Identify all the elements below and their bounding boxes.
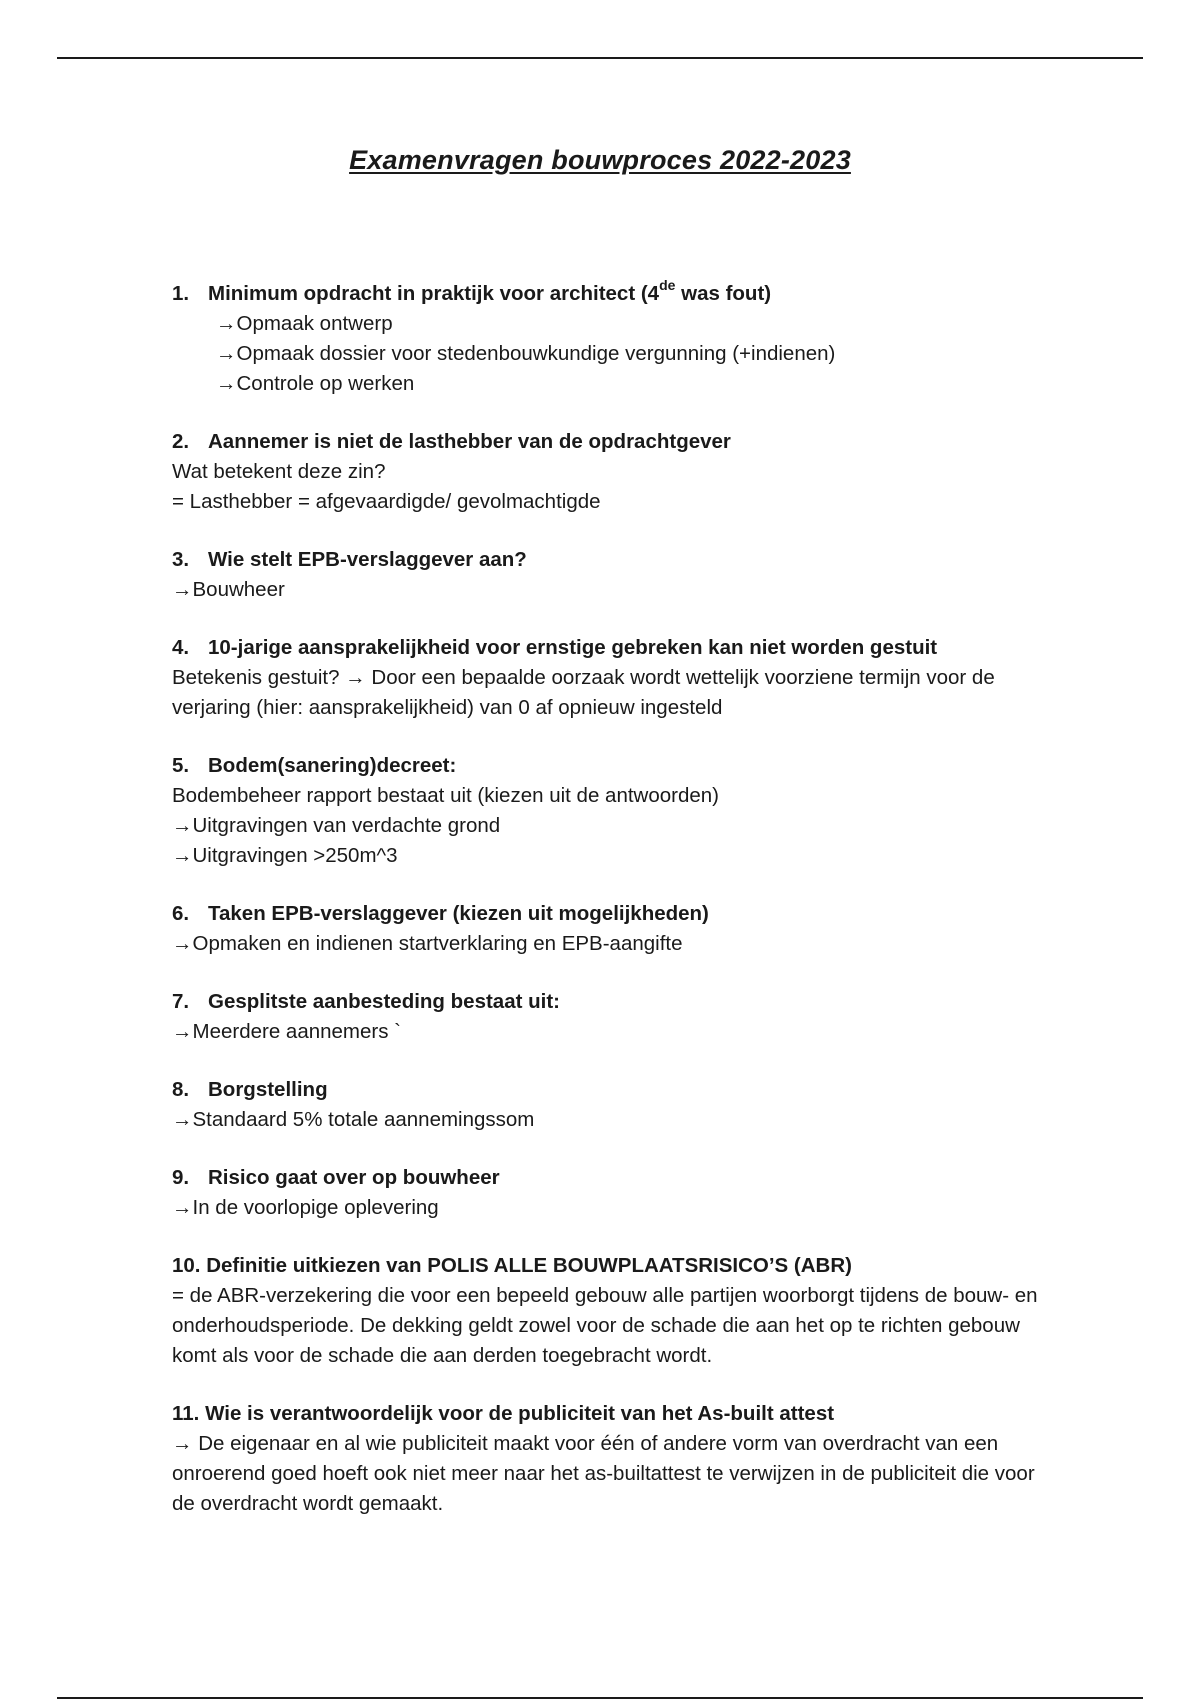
- body-line: Wat betekent deze zin?: [172, 460, 386, 483]
- question-heading: 6. Taken EPB-verslaggever (kiezen uit mogelijkheden): [172, 902, 709, 925]
- answer-line: →Opmaken en indienen startverklaring en EPB-aangifte: [172, 932, 683, 955]
- question-8: [172, 1075, 1052, 1135]
- question-heading: 4. 10-jarige aansprakelijkheid voor ernstige gebreken kan niet worden gestuit: [172, 636, 938, 659]
- body-paragraph: = de ABR-verzekering die voor een bepeeld gebouw alle partijen woorborgt tijdens de bouw- en onderhoudsperiode. De dekking geldt zowel voor de schade die aan het op te richten gebouw komt als voor de schade die aan derden toegebracht wordt.: [172, 1284, 1038, 1367]
- question-heading: 11. Wie is verantwoordelijk voor de publiciteit van het As-built attest: [172, 1402, 835, 1425]
- body-line: = Lasthebber = afgevaardigde/ gevolmachtigde: [172, 490, 601, 513]
- header-rule: [57, 57, 1143, 59]
- question-heading: 8. Borgstelling: [172, 1078, 328, 1101]
- footer-rule: [57, 1697, 1143, 1699]
- arrow-right-icon: →: [172, 578, 193, 601]
- question-6: [172, 899, 1052, 959]
- answer-line: →In de voorlopige oplevering: [172, 1196, 439, 1219]
- question-2: [172, 427, 1052, 517]
- arrow-right-icon: →: [172, 1432, 193, 1455]
- document-body: [172, 279, 1052, 1547]
- question-heading: 3. Wie stelt EPB-verslaggever aan?: [172, 548, 527, 571]
- body-line: Bodembeheer rapport bestaat uit (kiezen uit de antwoorden): [172, 784, 720, 807]
- answer-line: →Controle op werken: [216, 372, 415, 395]
- question-4: [172, 633, 1052, 723]
- arrow-right-icon: →: [345, 666, 366, 689]
- arrow-right-icon: →: [172, 932, 193, 955]
- question-heading: 10. Definitie uitkiezen van POLIS ALLE BOUWPLAATSRISICO’S (ABR): [172, 1254, 852, 1277]
- arrow-right-icon: →: [216, 372, 237, 395]
- answer-line: →Standaard 5% totale aannemingssom: [172, 1108, 535, 1131]
- arrow-right-icon: →: [216, 342, 237, 365]
- arrow-right-icon: →: [172, 1196, 193, 1219]
- body-paragraph: → De eigenaar en al wie publiciteit maakt voor één of andere vorm van overdracht van een onroerend goed hoeft ook niet meer naar het as-builtattest te verwijzen in de publiciteit die voor de overdracht wordt gemaakt.: [172, 1432, 1035, 1515]
- arrow-right-icon: →: [172, 1108, 193, 1131]
- question-9: [172, 1163, 1052, 1223]
- arrow-right-icon: →: [216, 312, 237, 335]
- arrow-right-icon: →: [172, 1020, 193, 1043]
- question-3: [172, 545, 1052, 605]
- body-paragraph: Betekenis gestuit? → Door een bepaalde oorzaak wordt wettelijk voorziene termijn voor de verjaring (hier: aansprakelijkheid) van 0 af opnieuw ingesteld: [172, 666, 995, 719]
- question-7: [172, 987, 1052, 1047]
- question-heading: 5. Bodem(sanering)decreet:: [172, 754, 457, 777]
- question-11: [172, 1399, 1052, 1519]
- answer-line: →Meerdere aannemers `: [172, 1020, 402, 1043]
- question-10: [172, 1251, 1052, 1371]
- answer-line: →Bouwheer: [172, 578, 285, 601]
- answer-line: →Opmaak ontwerp: [216, 312, 393, 335]
- page-title: Examenvragen bouwproces 2022-2023: [349, 145, 851, 175]
- question-heading: 1. Minimum opdracht in praktijk voor architect (4de was fout): [172, 277, 772, 305]
- answer-line: →Uitgravingen van verdachte grond: [172, 814, 501, 837]
- answer-line: →Opmaak dossier voor stedenbouwkundige vergunning (+indienen): [216, 342, 836, 365]
- question-heading: 9. Risico gaat over op bouwheer: [172, 1166, 500, 1189]
- question-5: [172, 751, 1052, 871]
- answer-line: →Uitgravingen >250m^3: [172, 844, 398, 867]
- question-heading: 2. Aannemer is niet de lasthebber van de opdrachtgever: [172, 430, 731, 453]
- arrow-right-icon: →: [172, 844, 193, 867]
- arrow-right-icon: →: [172, 814, 193, 837]
- question-1: [172, 279, 1052, 399]
- question-heading: 7. Gesplitste aanbesteding bestaat uit:: [172, 990, 560, 1013]
